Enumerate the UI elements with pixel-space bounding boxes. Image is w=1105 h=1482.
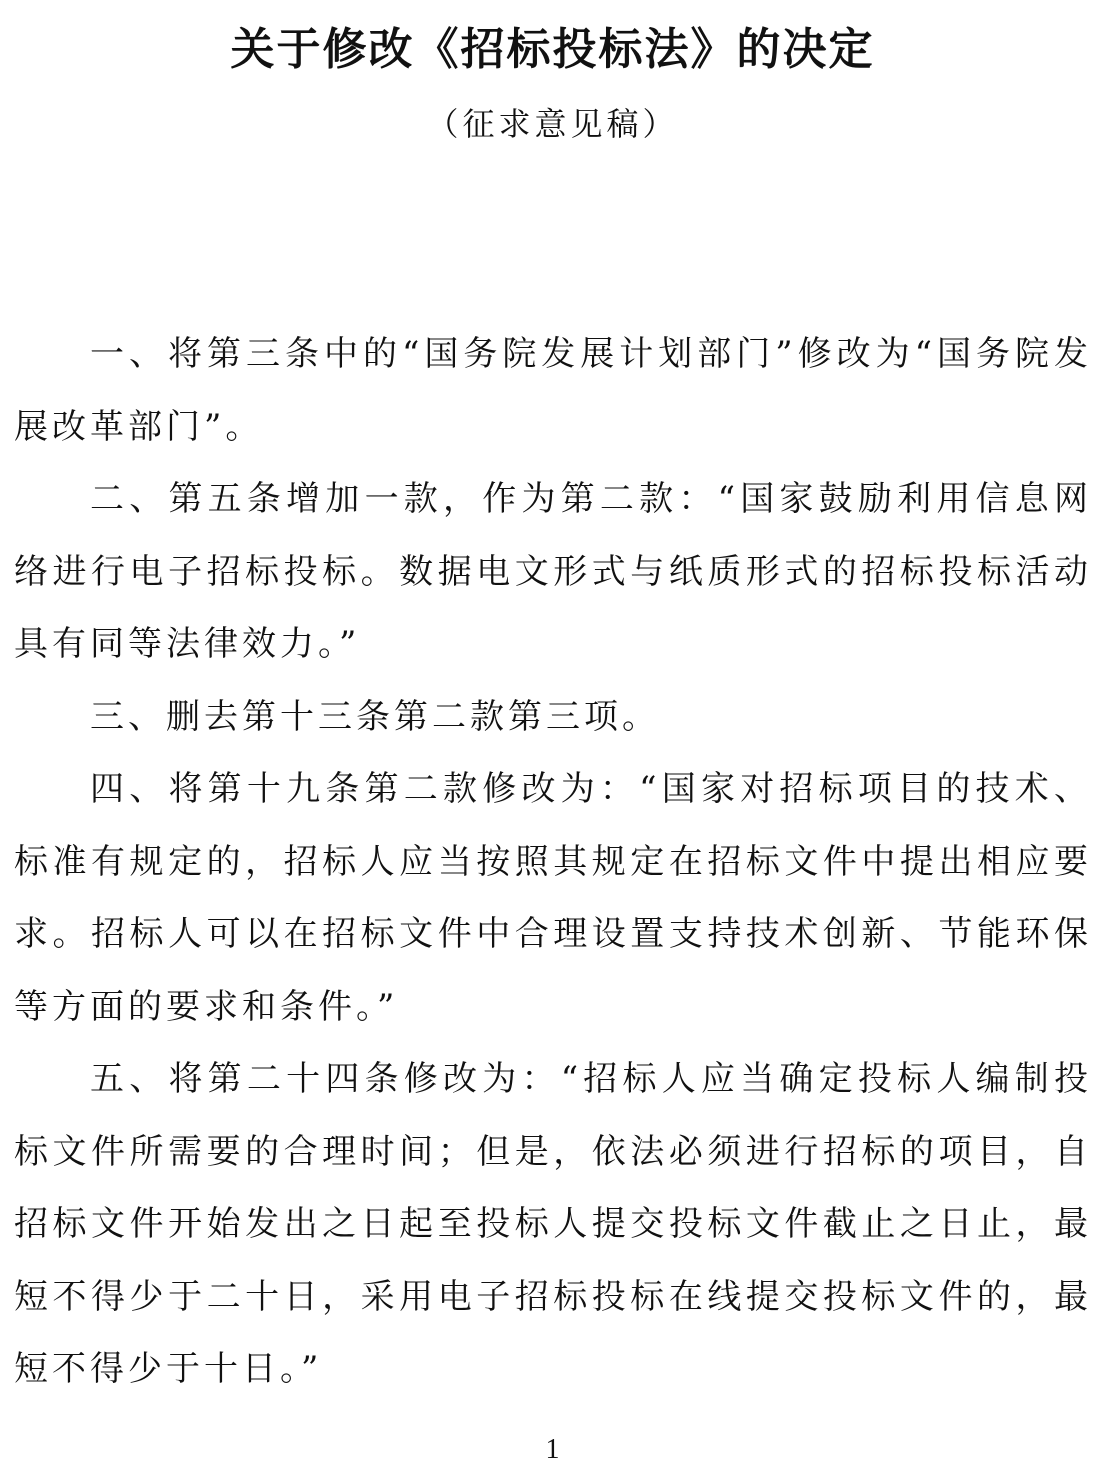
document-subtitle: （征求意见稿） [426, 105, 679, 143]
document-title: 关于修改《招标投标法》的决定 [230, 24, 875, 75]
document-body [14, 318, 1092, 1406]
paragraph-1: 一、将第三条中的“国务院发展计划部门”修改为“国务院发展改革部门”。 [14, 334, 1092, 447]
paragraph-4: 四、将第十九条第二款修改为：“国家对招标项目的技术、标准有规定的，招标人应当按照其规定在招标文件中提出相应要求。招标人可以在招标文件中合理设置支持技术创新、节能环保等方面的要求和条件。” [14, 769, 1092, 1027]
paragraph-3: 三、删去第十三条第二款第三项。 [90, 696, 660, 737]
page-number: 1 [545, 1434, 560, 1465]
paragraph-2: 二、第五条增加一款，作为第二款：“国家鼓励利用信息网络进行电子招标投标。数据电文形式与纸质形式的招标投标活动具有同等法律效力。” [14, 479, 1092, 664]
paragraph-5: 五、将第二十四条修改为：“招标人应当确定投标人编制投标文件所需要的合理时间；但是，依法必须进行招标的项目，自招标文件开始发出之日起至投标人提交投标文件截止之日止，最短不得少于二十日，采用电子招标投标在线提交投标文件的，最短不得少于十日。” [14, 1059, 1092, 1389]
